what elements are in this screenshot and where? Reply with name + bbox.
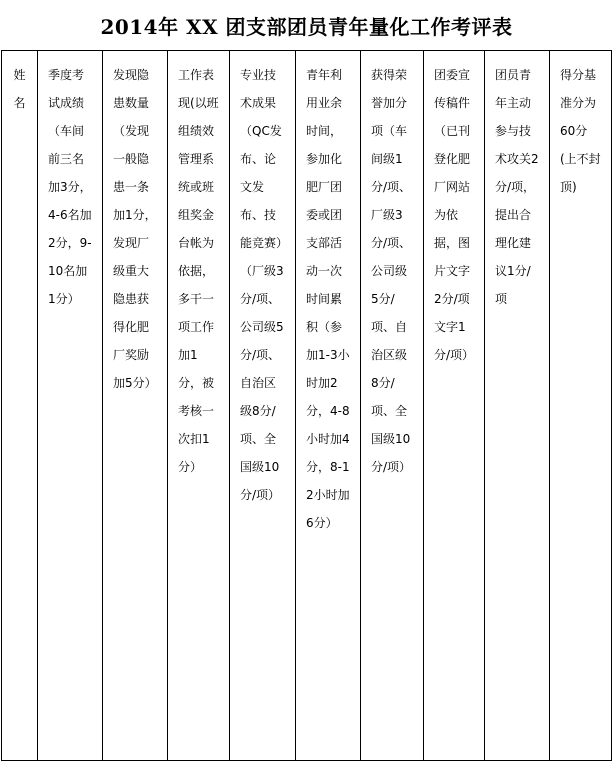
evaluation-table: [1, 50, 612, 761]
header-spare-time-activity: [296, 51, 361, 761]
header-hazard-count-label: 发现隐患数量（发现一般隐患一条加1分，发现厂级重大隐患获得化肥厂奖励加5分）: [113, 68, 157, 390]
header-tech-achievement-label: 专业技术成果（QC发布、论文发布、技能竞赛）（厂级3分/项、公司级5分/项、自治区级8分/项、全国级10分/项）: [240, 68, 284, 502]
header-work-performance: [168, 51, 230, 761]
page-title: 2014年 XX 团支部团员青年量化工作考评表: [100, 14, 513, 39]
header-publicity-articles-label: 团委宣传稿件（已刊登化肥厂网站为依据，图片文字2分/项 文字1分/项）: [434, 68, 475, 362]
header-youth-initiative: [485, 51, 550, 761]
header-exam-score: [38, 51, 103, 761]
header-row: [2, 51, 612, 761]
header-exam-score-label: 季度考试成绩（车间前三名加3分，4-6名加2分，9-10名加1分）: [48, 68, 92, 306]
header-honor-points-label: 获得荣誉加分项（车间级1分/项、厂级3分/项、公司级5分/项、自治区级8分/项、全国级10分/项）: [371, 68, 412, 474]
header-publicity-articles: [424, 51, 485, 761]
header-honor-points: [361, 51, 424, 761]
header-spare-time-activity-label: 青年利用业余时间，参加化肥厂团委或团支部活动一次时间累积（参加1-3小时加2分，4-8小时加4分，8-12小时加6分）: [306, 68, 350, 530]
header-work-performance-label: 工作表现(以班组绩效管理系统或班组奖金台帐为依据，多干一项工作加1分，被考核一次扣1分）: [178, 68, 219, 474]
header-base-score-label: 得分基准分为60分(上不封顶): [560, 68, 601, 194]
header-base-score: [550, 51, 612, 761]
header-name: [2, 51, 38, 761]
header-youth-initiative-label: 团员青年主动参与技术攻关2分/项，提出合理化建议1分/项: [495, 68, 539, 306]
header-name-label: 姓名: [13, 68, 26, 110]
header-tech-achievement: [230, 51, 296, 761]
header-hazard-count: [103, 51, 168, 761]
